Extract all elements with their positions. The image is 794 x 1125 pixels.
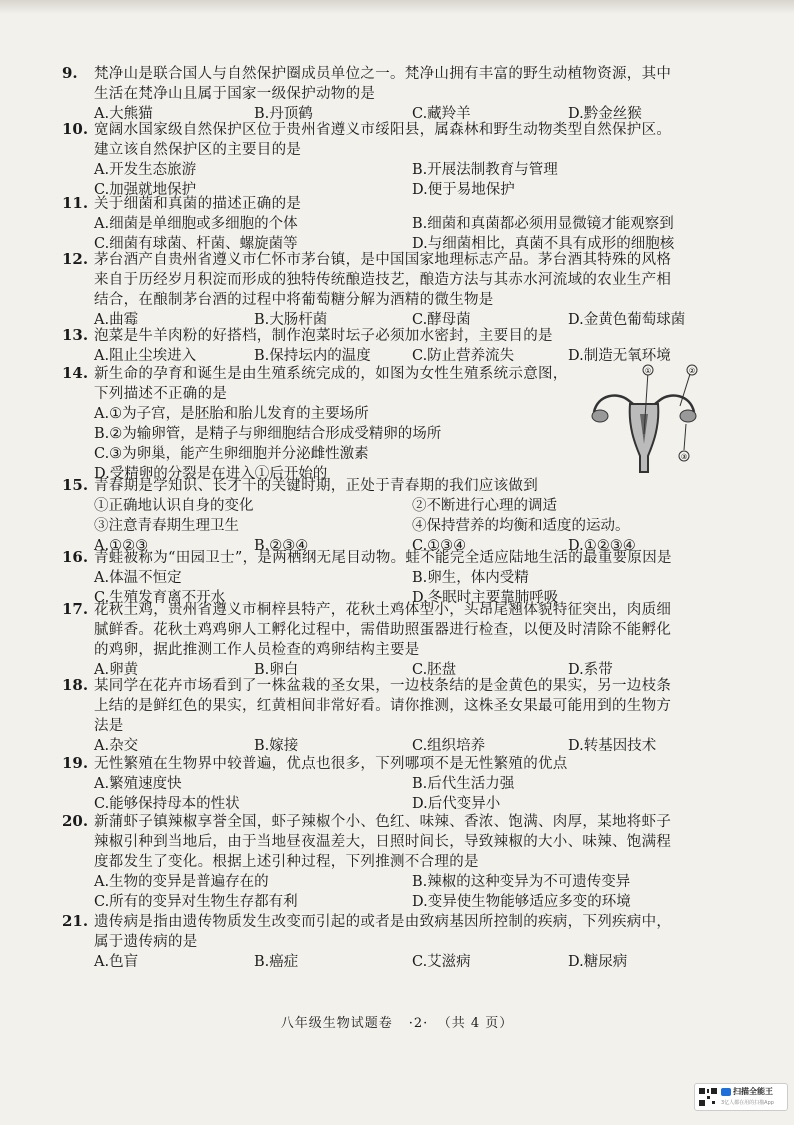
question-stem-line: 新蒲虾子镇辣椒享誉全国，虾子辣椒个小、色红、味辣、香浓、饱满、肉厚，某地将虾子 xyxy=(94,814,672,830)
statement-item: ②不断进行心理的调适 xyxy=(412,498,557,514)
answer-option[interactable]: C.酵母菌 xyxy=(412,312,471,328)
question-stem-line: 法是 xyxy=(94,718,124,734)
figure-label-2: ② xyxy=(688,367,696,375)
footer-page: ·2· xyxy=(408,1016,429,1031)
question-number: 13. xyxy=(62,326,89,344)
answer-option[interactable]: A.阻止尘埃进入 xyxy=(94,348,197,364)
female-reproductive-system-diagram xyxy=(584,364,704,478)
question-stem-line: 腻鲜香。花秋土鸡鸡卵人工孵化过程中，需借助照蛋器进行检查，以便及时清除不能孵化 xyxy=(94,622,672,638)
question-stem-line: 辣椒引种到当地后，由于当地昼夜温差大，日照时间长，导致辣椒的大小、味辣、饱满程 xyxy=(94,834,672,850)
question-number: 18. xyxy=(62,676,89,694)
question-stem-line: 属于遗传病的是 xyxy=(94,934,198,950)
answer-option[interactable]: D.系带 xyxy=(568,662,613,678)
question-number: 12. xyxy=(62,250,89,268)
answer-option[interactable]: D.制造无氧环境 xyxy=(568,348,671,364)
answer-option[interactable]: D.变异使生物能够适应多变的环境 xyxy=(412,894,631,910)
answer-option[interactable]: A.杂交 xyxy=(94,738,139,754)
question-stem-line: 下列描述不正确的是 xyxy=(94,386,228,402)
question-stem-line: 某同学在花卉市场看到了一株盆栽的圣女果，一边枝条结的是金黄色的果实，另一边枝条 xyxy=(94,678,672,694)
answer-option[interactable]: C.防止营养流失 xyxy=(412,348,515,364)
answer-option[interactable]: A.大熊猫 xyxy=(94,106,153,122)
question-stem-line: 宽阔水国家级自然保护区位于贵州省遵义市绥阳县，属森林和野生动物类型自然保护区。 xyxy=(94,122,672,138)
question-number: 10. xyxy=(62,120,89,138)
answer-option[interactable]: A.开发生态旅游 xyxy=(94,162,197,178)
answer-option[interactable]: C.①③④ xyxy=(412,538,467,554)
answer-option[interactable]: D.①②③④ xyxy=(568,538,636,554)
question-stem-line: 遗传病是指由遗传物质发生改变而引起的或者是由致病基因所控制的疾病，下列疾病中， xyxy=(94,914,672,930)
statement-item: ④保持营养的均衡和适度的运动。 xyxy=(412,518,630,534)
footer-total: （共 4 页） xyxy=(444,1016,514,1031)
answer-option[interactable]: A.①②③ xyxy=(94,538,149,554)
answer-option[interactable]: D.受精卵的分裂是在进入①后开始的 xyxy=(94,466,328,482)
answer-option[interactable]: C.组织培养 xyxy=(412,738,486,754)
answer-option[interactable]: D.后代变异小 xyxy=(412,796,501,812)
question-stem-line: 梵净山是联合国人与自然保护圈成员单位之一。梵净山拥有丰富的野生动植物资源，其中 xyxy=(94,66,672,82)
question-stem-line: 结合，在酿制茅台酒的过程中将葡萄糖分解为酒精的微生物是 xyxy=(94,292,494,308)
cs-logo-icon xyxy=(721,1088,731,1096)
scanner-watermark xyxy=(694,1083,788,1111)
statement-item: ①正确地认识自身的变化 xyxy=(94,498,254,514)
answer-option[interactable]: A.①为子宫，是胚胎和胎儿发育的主要场所 xyxy=(94,406,369,422)
question-number: 21. xyxy=(62,912,89,930)
question-number: 15. xyxy=(62,476,89,494)
answer-option[interactable]: A.色盲 xyxy=(94,954,139,970)
question-stem-line: 建立该自然保护区的主要目的是 xyxy=(94,142,302,158)
answer-option[interactable]: D.冬眠时主要靠肺呼吸 xyxy=(412,590,559,606)
answer-option[interactable]: A.体温不恒定 xyxy=(94,570,182,586)
question-stem-line: 关于细菌和真菌的描述正确的是 xyxy=(94,196,302,212)
answer-option[interactable]: B.保持坛内的温度 xyxy=(254,348,371,364)
scan-edge xyxy=(0,0,794,14)
answer-option[interactable]: B.嫁接 xyxy=(254,738,299,754)
answer-option[interactable]: D.便于易地保护 xyxy=(412,182,515,198)
badge-sub: 3亿人都在用的扫描App xyxy=(721,1100,774,1106)
answer-option[interactable]: A.卵黄 xyxy=(94,662,139,678)
question-number: 16. xyxy=(62,548,89,566)
question-number: 17. xyxy=(62,600,89,618)
answer-option[interactable]: D.与细菌相比，真菌不具有成形的细胞核 xyxy=(412,236,675,252)
answer-option[interactable]: C.艾滋病 xyxy=(412,954,471,970)
answer-option[interactable]: B.大肠杆菌 xyxy=(254,312,328,328)
answer-option[interactable]: B.开展法制教育与管理 xyxy=(412,162,558,178)
answer-option[interactable]: B.卵白 xyxy=(254,662,299,678)
answer-option[interactable]: D.黔金丝猴 xyxy=(568,106,642,122)
answer-option[interactable]: B.后代生活力强 xyxy=(412,776,515,792)
question-stem-line: 来自于历经岁月积淀而形成的独特传统酿造技艺，酿造方法与其赤水河流域的农业生产相 xyxy=(94,272,672,288)
badge-name: 扫描全能王 xyxy=(733,1087,773,1096)
footer-title: 八年级生物试题卷 xyxy=(280,1016,393,1031)
answer-option[interactable]: B.辣椒的这种变异为不可遗传变异 xyxy=(412,874,631,890)
question-stem-line: 新生命的孕育和诞生是由生殖系统完成的，如图为女性生殖系统示意图， xyxy=(94,366,568,382)
qr-code-icon xyxy=(698,1087,718,1107)
question-stem-line: 无性繁殖在生物界中较普遍，优点也很多，下列哪项不是无性繁殖的优点 xyxy=(94,756,568,772)
question-stem-line: 生活在梵净山且属于国家一级保护动物的是 xyxy=(94,86,376,102)
question-number: 9. xyxy=(62,64,78,82)
question-stem-line: 泡菜是牛羊肉粉的好搭档，制作泡菜时坛子必须加水密封，主要目的是 xyxy=(94,328,553,344)
answer-option[interactable]: A.繁殖速度快 xyxy=(94,776,182,792)
question-number: 20. xyxy=(62,812,89,830)
answer-option[interactable]: B.卵生，体内受精 xyxy=(412,570,529,586)
answer-option[interactable]: B.②③④ xyxy=(254,538,309,554)
page-footer xyxy=(0,1012,794,1031)
question-stem-line: 度都发生了变化。根据上述引种过程，下列推测不合理的是 xyxy=(94,854,479,870)
answer-option[interactable]: B.②为输卵管，是精子与卵细胞结合形成受精卵的场所 xyxy=(94,426,442,442)
figure-label-3: ③ xyxy=(680,453,688,461)
answer-option[interactable]: B.细菌和真菌都必须用显微镜才能观察到 xyxy=(412,216,674,232)
answer-option[interactable]: A.细菌是单细胞或多细胞的个体 xyxy=(94,216,298,232)
answer-option[interactable]: C.细菌有球菌、杆菌、螺旋菌等 xyxy=(94,236,298,252)
answer-option[interactable]: D.金黄色葡萄球菌 xyxy=(568,312,686,328)
question-stem-line: 青春期是学知识、长才干的关键时期，正处于青春期的我们应该做到 xyxy=(94,478,538,494)
question-stem-line: 上结的是鲜红色的果实，红黄相间非常好看。请你推测，这株圣女果最可能用到的生物方 xyxy=(94,698,672,714)
question-stem-line: 的鸡卵，据此推测工作人员检查的鸡卵结构主要是 xyxy=(94,642,420,658)
answer-option[interactable]: C.所有的变异对生物生存都有利 xyxy=(94,894,298,910)
answer-option[interactable]: C.能够保持母本的性状 xyxy=(94,796,240,812)
answer-option[interactable]: B.癌症 xyxy=(254,954,299,970)
answer-option[interactable]: C.加强就地保护 xyxy=(94,182,197,198)
question-number: 14. xyxy=(62,364,89,382)
question-stem-line: 茅台酒产自贵州省遵义市仁怀市茅台镇，是中国国家地理标志产品。茅台酒其特殊的风格 xyxy=(94,252,672,268)
answer-option[interactable]: A.生物的变异是普遍存在的 xyxy=(94,874,269,890)
question-stem-line: 花秋土鸡，贵州省遵义市桐梓县特产，花秋土鸡体型小，头昂尾翘体貌特征突出，肉质细 xyxy=(94,602,672,618)
question-stem-line: 青蛙被称为“田园卫士”，是两栖纲无尾目动物。蛙不能完全适应陆地生活的最重要原因是 xyxy=(94,550,672,566)
answer-option[interactable]: C.③为卵巢，能产生卵细胞并分泌雌性激素 xyxy=(94,446,369,462)
answer-option[interactable]: C.生殖发育离不开水 xyxy=(94,590,226,606)
answer-option[interactable]: C.胚盘 xyxy=(412,662,457,678)
answer-option[interactable]: D.转基因技术 xyxy=(568,738,657,754)
question-number: 11. xyxy=(62,194,89,212)
answer-option[interactable]: A.曲霉 xyxy=(94,312,139,328)
answer-option[interactable]: D.糖尿病 xyxy=(568,954,628,970)
question-number: 19. xyxy=(62,754,89,772)
answer-option[interactable]: B.丹顶鹤 xyxy=(254,106,313,122)
figure-label-1: ① xyxy=(644,367,652,375)
statement-item: ③注意青春期生理卫生 xyxy=(94,518,239,534)
answer-option[interactable]: C.藏羚羊 xyxy=(412,106,471,122)
